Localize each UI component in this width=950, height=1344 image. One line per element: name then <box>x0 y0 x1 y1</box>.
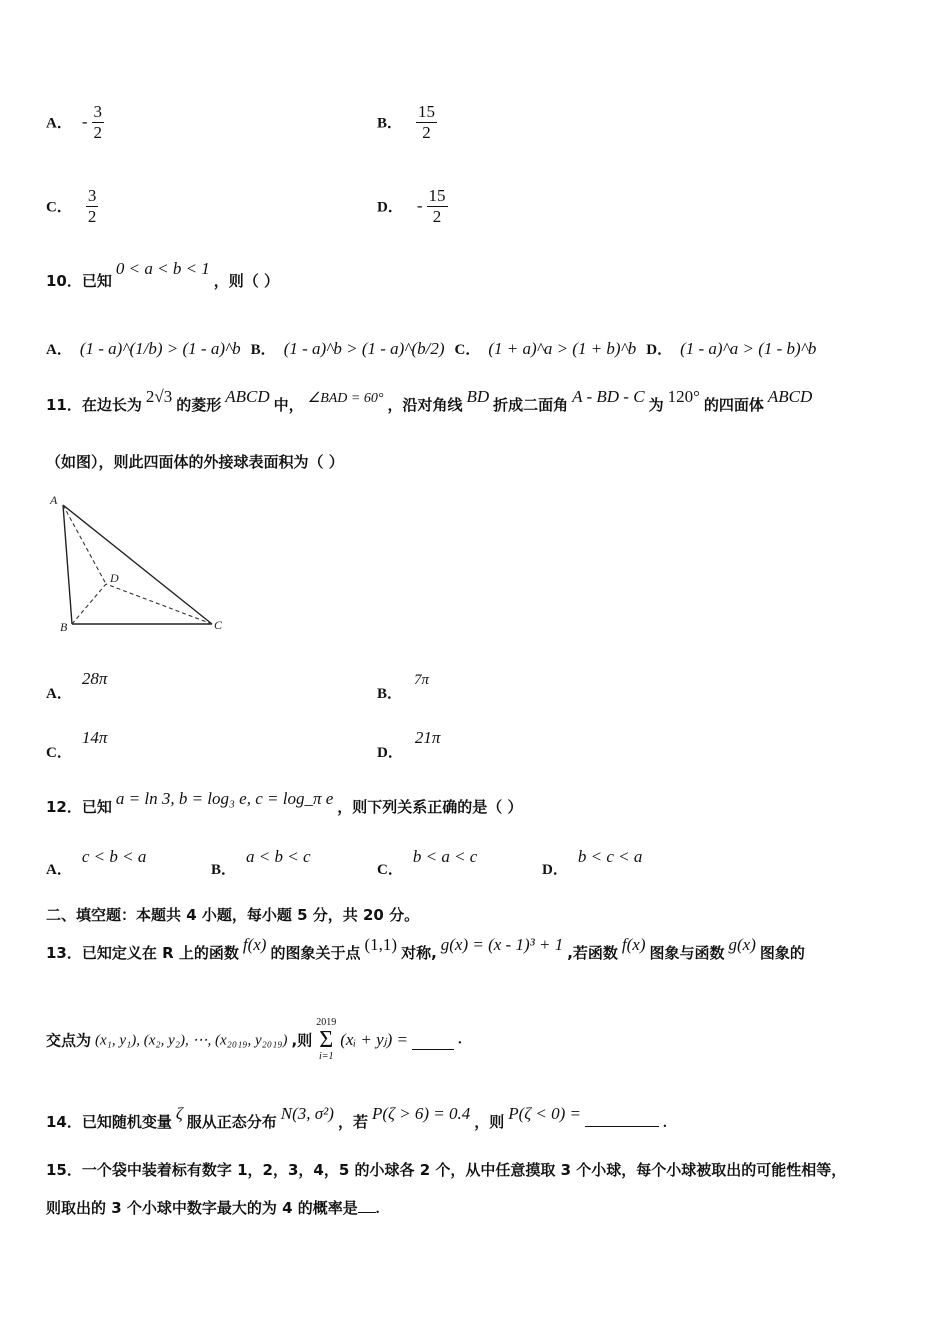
edge-ac <box>63 505 212 624</box>
sum-upper-limit: 2019 <box>316 1017 337 1028</box>
q12-suffix: ，则下列关系正确的是（ ） <box>337 798 523 816</box>
q13-text: 图象的 <box>759 944 805 962</box>
sum-lower-limit: i=1 <box>318 1051 334 1062</box>
option-value: 21π <box>414 728 441 747</box>
q13-text: ,则 <box>291 1031 313 1050</box>
q13-g2: g(x) <box>728 935 756 954</box>
option-label: C． <box>377 862 403 878</box>
q11-text: 11．在边长为 <box>46 396 142 414</box>
q9-option-a <box>46 102 104 142</box>
q10-condition: 0 < a < b < 1 <box>115 259 210 278</box>
q13-text: 的图象关于点 <box>270 944 361 962</box>
option-fraction <box>86 186 99 226</box>
option-label: C． <box>454 342 481 358</box>
q11-text: ，沿对角线 <box>387 396 463 414</box>
q9-option-b <box>377 102 437 142</box>
q14-text: 14．已知随机变量 <box>46 1113 172 1131</box>
q14-period: . <box>663 1115 667 1131</box>
option-label: D． <box>377 745 403 761</box>
fraction-numerator: 3 <box>87 186 97 205</box>
fraction-denominator: 2 <box>87 206 97 226</box>
edge-bd <box>72 584 106 624</box>
q13-stem-line2 <box>46 1018 462 1062</box>
q11-tetrahedron: ABCD <box>767 387 813 406</box>
option-label: D． <box>646 342 673 358</box>
q12-given: a = ln 3, b = log₃ e, c = log_π e <box>115 789 334 808</box>
q11-text: 的菱形 <box>176 396 222 414</box>
q14-text: ，若 <box>337 1113 368 1131</box>
option-label: A． <box>46 115 72 132</box>
q10-options <box>46 338 816 359</box>
vertex-label-a: A <box>50 493 58 507</box>
q11-stem-line2: （如图），则此四面体的外接球表面积为（ ） <box>46 453 344 471</box>
q11-option-c <box>46 727 108 761</box>
vertex-label-b: B <box>60 620 68 634</box>
option-label: A． <box>46 686 72 702</box>
q11-option-d <box>377 727 441 761</box>
q15-period: . <box>375 1201 380 1217</box>
option-label: B． <box>250 342 276 358</box>
answer-blank[interactable] <box>412 1031 454 1050</box>
option-sign: - <box>416 196 423 216</box>
q11-degree: 120° <box>667 387 700 406</box>
q11-stem-line1 <box>46 387 813 415</box>
q12-stem <box>46 788 523 816</box>
q11-text: 为 <box>648 396 664 414</box>
q13-period: . <box>458 1031 462 1048</box>
q11-text: 中， <box>273 396 304 414</box>
option-label: A． <box>46 342 72 358</box>
q13-points: (x₁, y₁), (x₂, y₂), ⋯, (x₂₀₁₉, y₂₀₁₉) <box>95 1032 288 1049</box>
q10-stem <box>46 259 280 291</box>
q14-text: ，则 <box>474 1113 505 1131</box>
option-label: C． <box>46 199 72 216</box>
edge-cd <box>106 584 212 624</box>
option-label: D． <box>377 199 403 216</box>
fraction-denominator: 2 <box>422 122 431 142</box>
q14-distribution: N(3, σ²) <box>280 1104 334 1123</box>
q14-condition: P(ζ > 6) = 0.4 <box>371 1104 471 1123</box>
fraction-numerator: 3 <box>93 102 103 121</box>
vertex-label-d: D <box>110 571 119 585</box>
q9-option-d <box>377 186 448 226</box>
q13-point: (1,1) <box>364 935 398 954</box>
fraction-denominator: 2 <box>93 122 103 142</box>
q13-text: 13．已知定义在 R 上的函数 <box>46 944 239 962</box>
option-value: c < b < a <box>81 847 147 866</box>
option-label: A． <box>46 862 72 878</box>
q10-option-d-expr: (1 - a)^a > (1 - b)^b <box>680 339 817 358</box>
q9-option-c <box>46 186 98 226</box>
option-label: B． <box>211 862 237 878</box>
q15-stem-line1: 15．一个袋中装着标有数字 1，2，3，4，5 的小球各 2 个，从中任意摸取 3 个小球，每个小球被取出的可能性相等， <box>46 1161 847 1179</box>
q11-diagonal: BD <box>466 387 490 406</box>
q13-f: f(x) <box>242 935 267 954</box>
q12-option-a <box>46 846 147 878</box>
q13-text: 对称, <box>401 944 437 962</box>
q11-angle: ∠BAD = 60° <box>307 391 384 406</box>
q13-text: ,若函数 <box>567 944 618 962</box>
fraction-denominator: 2 <box>432 206 442 226</box>
q13-f2: f(x) <box>621 935 646 954</box>
option-label: B． <box>377 115 403 132</box>
q10-suffix: ，则（ ） <box>213 272 280 290</box>
q11-text: 折成二面角 <box>493 396 569 414</box>
q11-shape: ABCD <box>225 387 270 406</box>
section-heading: 二、填空题：本题共 4 小题，每小题 5 分，共 20 分。 <box>46 906 420 924</box>
q11-text: 的四面体 <box>703 396 764 414</box>
sum-sigma-icon: Σ <box>319 1027 334 1053</box>
option-fraction <box>92 102 105 142</box>
q12-option-c <box>377 846 478 878</box>
q11-dihedral: A - BD - C <box>572 387 645 406</box>
answer-blank[interactable] <box>585 1108 659 1127</box>
option-value: b < c < a <box>577 847 643 866</box>
option-fraction <box>416 102 437 142</box>
q14-stem <box>46 1100 667 1131</box>
q14-text: 服从正态分布 <box>186 1113 277 1131</box>
option-value: 7π <box>414 672 430 688</box>
answer-blank[interactable] <box>358 1198 376 1213</box>
option-value: b < a < c <box>412 847 478 866</box>
q13-g-def: g(x) = (x - 1)³ + 1 <box>440 935 564 954</box>
option-fraction <box>427 186 448 226</box>
option-value: 28π <box>81 669 108 688</box>
option-label: C． <box>46 745 72 761</box>
option-label: B． <box>377 686 403 702</box>
tetrahedron-figure <box>46 490 236 640</box>
q13-text: 交点为 <box>46 1031 92 1050</box>
option-label: D． <box>542 862 568 878</box>
q11-option-b <box>377 668 430 702</box>
option-value: 14π <box>81 728 108 747</box>
question-number: 10．已知 <box>46 272 112 290</box>
q13-text: 图象与函数 <box>649 944 725 962</box>
q10-option-a-expr: (1 - a)^(1/b) > (1 - a)^b <box>79 339 241 358</box>
q15-text: 则取出的 3 个小球中数字最大的为 4 的概率是 <box>46 1199 358 1217</box>
q15-stem-line2 <box>46 1197 380 1218</box>
q12-option-b <box>211 846 311 878</box>
q14-variable: ζ <box>175 1104 183 1123</box>
fraction-numerator: 15 <box>418 102 436 121</box>
question-number: 12．已知 <box>46 798 112 816</box>
q12-option-d <box>542 846 643 878</box>
q13-stem-line1 <box>46 934 805 962</box>
q10-option-b-expr: (1 - a)^b > (1 - a)^(b/2) <box>283 339 445 358</box>
q11-option-a <box>46 668 108 702</box>
fraction-numerator: 15 <box>428 186 446 205</box>
q11-side: 2√3 <box>145 387 173 406</box>
option-value: a < b < c <box>246 847 311 866</box>
option-sign: - <box>81 112 88 132</box>
q14-ask: P(ζ < 0) = <box>508 1104 582 1123</box>
edge-ab <box>63 505 72 624</box>
edge-ad <box>63 505 106 584</box>
summation <box>316 1018 336 1062</box>
q10-option-c-expr: (1 + a)^a > (1 + b)^b <box>488 339 637 358</box>
vertex-label-c: C <box>214 618 223 632</box>
q13-sum-body: (xᵢ + yⱼ) = <box>340 1030 408 1049</box>
